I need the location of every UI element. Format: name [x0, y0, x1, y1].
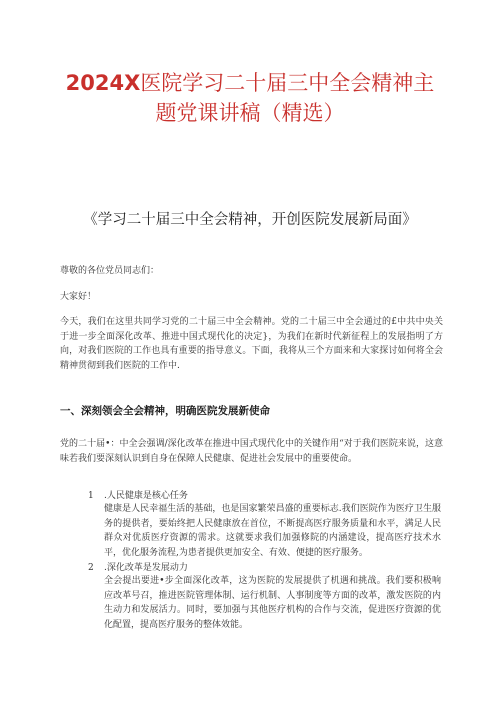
item-2-title: .深化改革是发展动力	[104, 563, 188, 573]
greeting: 尊敬的各位党员同志们：	[60, 266, 160, 276]
hello-line: 大家好！	[60, 292, 97, 302]
item-2-number: 2	[88, 563, 94, 573]
document-title-line-2: 题党课讲稿（精选）	[155, 101, 345, 125]
item-2-heading	[88, 561, 428, 575]
speech-subtitle: 《学习二十届三中全会精神，开创医院发展新局面》	[83, 212, 417, 228]
section-1-body: 党的二十届•：中全会强调/深化改革在推进中国式现代化中的关键作用“对于我们医院来说，这意味若我们要深刻认识到自身在保障人民健康、促进社会发展中的重要使命。	[60, 439, 443, 464]
item-2-body: 全会提出要进•步全面深化改革，这为医院的发展提供了机遇和挑战。我们要积极响应改革号召，推进医院管理体制、运行机制、人事制度等方面的改革，激发医院的内生动力和发展活力。同时，要加强与其他医疗机构的合作与交流，促进医疗资源的优化配置，提高医疗服务的整体效能。	[104, 576, 441, 630]
item-1-body: 健康是人民幸福生活的基础，也是国家繁荣昌盛的重要标志.我们医院作为医疗卫生服务的提供者，要始终把人民健康放在首位，不断提高医疗服务质量和水平，满足人民群众对优质医疗资源的需求。这就要求我们加强修院的内涵建设，提高医疗技术水平，优化服务流程,为患者提供更加安全、有效、便捷的医疗服务。	[104, 504, 441, 558]
item-1-heading	[88, 489, 428, 503]
document-title-line-1	[40, 68, 460, 98]
title-year: 2024X	[65, 71, 141, 95]
intro-paragraph: 今天，我们在这里共同学习党的二十届三中全会精神。党的二十届三中全会通过的£中共中央关于进一步全面深化改革、推进中国式现代化的决定}，为我们在新时代新征程上的发展指明了方向，对我们医院的工作也具有重要的指导意义。下面，我将从三个方面来和大家探讨如何将全会精神贯彻到我们医院的工作中.	[60, 317, 443, 371]
title-line-1-text: 医院学习二十届三中全会精神主	[140, 71, 435, 95]
item-1-title: .人民健康是核心任务	[104, 491, 188, 501]
section-1-heading: 一、深刻领会全会精神，明确医院发展新使命	[60, 405, 270, 417]
item-1-number: 1	[88, 491, 94, 501]
